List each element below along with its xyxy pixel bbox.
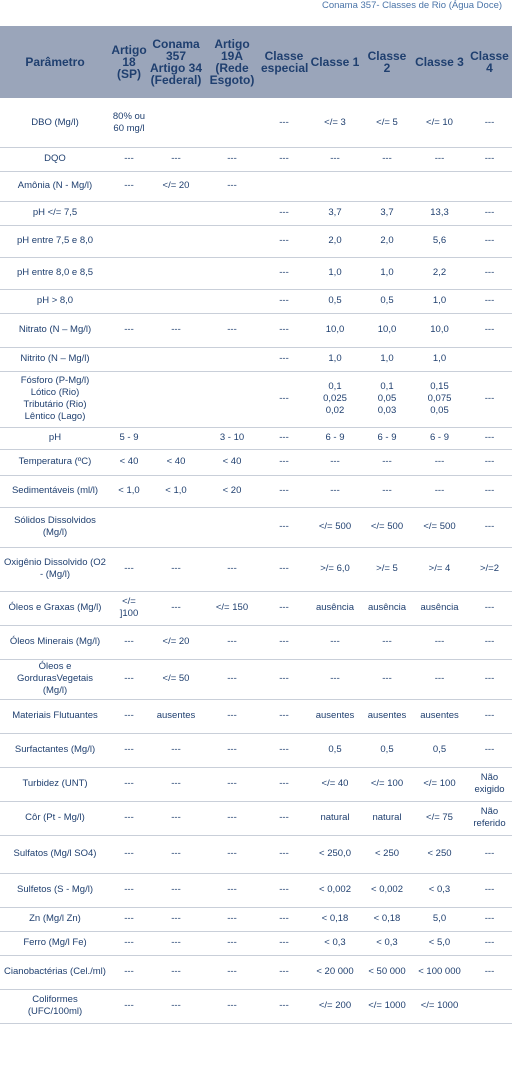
cell-artigo-19a: --- <box>204 699 260 733</box>
table-row <box>0 659 512 699</box>
cell-classe-2: < 0,3 <box>362 931 412 955</box>
cell-classe-3: </= 75 <box>412 801 467 835</box>
cell-classe-3: --- <box>412 147 467 171</box>
cell-artigo-19a: --- <box>204 625 260 659</box>
cell-conama-357 <box>148 201 204 225</box>
cell-parametro: Turbidez (UNT) <box>0 767 110 801</box>
table-row <box>0 733 512 767</box>
cell-classe-1: 0,5 <box>308 733 362 767</box>
table-row <box>0 625 512 659</box>
cell-conama-357: </= 50 <box>148 659 204 699</box>
cell-classe-4: --- <box>467 699 512 733</box>
table-row <box>0 475 512 507</box>
cell-classe-2: 1,0 <box>362 257 412 289</box>
cell-conama-357 <box>148 257 204 289</box>
cell-classe-4: --- <box>467 427 512 449</box>
cell-artigo-19a <box>204 507 260 547</box>
cell-classe-1: natural <box>308 801 362 835</box>
cell-classe-3: < 5,0 <box>412 931 467 955</box>
table-row <box>0 449 512 475</box>
cell-classe-4: --- <box>467 625 512 659</box>
water-quality-table <box>0 26 512 1024</box>
cell-conama-357 <box>148 99 204 147</box>
cell-classe-4: --- <box>467 99 512 147</box>
cell-parametro: pH </= 7,5 <box>0 201 110 225</box>
cell-artigo-19a <box>204 289 260 313</box>
cell-classe-especial: --- <box>260 733 308 767</box>
cell-classe-4: --- <box>467 907 512 931</box>
cell-classe-2: </= 500 <box>362 507 412 547</box>
cell-classe-especial: --- <box>260 347 308 371</box>
cell-classe-3: 1,0 <box>412 289 467 313</box>
table-row <box>0 907 512 931</box>
cell-conama-357: --- <box>148 733 204 767</box>
header-row <box>0 26 512 99</box>
cell-artigo-19a: 3 - 10 <box>204 427 260 449</box>
table-body <box>0 99 512 1023</box>
table-row <box>0 225 512 257</box>
cell-artigo-19a: < 20 <box>204 475 260 507</box>
cell-artigo-18 <box>110 289 148 313</box>
cell-conama-357: --- <box>148 907 204 931</box>
cell-artigo-18: --- <box>110 547 148 591</box>
cell-parametro: Surfactantes (Mg/l) <box>0 733 110 767</box>
cell-classe-1: 2,0 <box>308 225 362 257</box>
cell-classe-especial: --- <box>260 907 308 931</box>
cell-parametro: Sulfatos (Mg/l SO4) <box>0 835 110 873</box>
table-row <box>0 955 512 989</box>
table-row <box>0 171 512 201</box>
caption-text: Conama 357- Classes de Rio (Água Doce) <box>321 0 503 11</box>
cell-artigo-19a <box>204 225 260 257</box>
cell-classe-3: 5,6 <box>412 225 467 257</box>
cell-classe-2: < 0,18 <box>362 907 412 931</box>
cell-artigo-18: --- <box>110 955 148 989</box>
cell-artigo-18: --- <box>110 313 148 347</box>
cell-classe-3: --- <box>412 625 467 659</box>
cell-artigo-19a: --- <box>204 801 260 835</box>
cell-classe-2: 0,5 <box>362 289 412 313</box>
cell-artigo-19a: </= 150 <box>204 591 260 625</box>
cell-artigo-18: --- <box>110 659 148 699</box>
cell-classe-especial: --- <box>260 371 308 427</box>
table-row <box>0 313 512 347</box>
cell-classe-especial: --- <box>260 507 308 547</box>
cell-classe-2: </= 1000 <box>362 989 412 1023</box>
cell-conama-357 <box>148 427 204 449</box>
cell-classe-1: </= 3 <box>308 99 362 147</box>
table-row <box>0 371 512 427</box>
cell-conama-357: --- <box>148 801 204 835</box>
cell-parametro: Temperatura (ºC) <box>0 449 110 475</box>
cell-classe-3: </= 10 <box>412 99 467 147</box>
cell-parametro: pH entre 7,5 e 8,0 <box>0 225 110 257</box>
cell-classe-3: 13,3 <box>412 201 467 225</box>
cell-classe-3: 5,0 <box>412 907 467 931</box>
cell-classe-1: 3,7 <box>308 201 362 225</box>
table-row <box>0 257 512 289</box>
cell-conama-357: < 40 <box>148 449 204 475</box>
cell-conama-357: ausentes <box>148 699 204 733</box>
cell-classe-2: ausentes <box>362 699 412 733</box>
cell-artigo-18: --- <box>110 873 148 907</box>
cell-conama-357: </= 20 <box>148 625 204 659</box>
cell-classe-2: < 0,002 <box>362 873 412 907</box>
cell-classe-especial: --- <box>260 147 308 171</box>
table-caption <box>0 0 512 26</box>
cell-classe-especial: --- <box>260 475 308 507</box>
cell-artigo-18: 5 - 9 <box>110 427 148 449</box>
cell-classe-3: --- <box>412 475 467 507</box>
cell-artigo-18: --- <box>110 931 148 955</box>
cell-classe-4 <box>467 989 512 1023</box>
cell-classe-1: < 0,18 <box>308 907 362 931</box>
cell-artigo-18: </= ]100 <box>110 591 148 625</box>
cell-classe-3: --- <box>412 449 467 475</box>
table-row <box>0 289 512 313</box>
cell-classe-3: 0,15 0,075 0,05 <box>412 371 467 427</box>
cell-conama-357: --- <box>148 591 204 625</box>
cell-classe-especial: --- <box>260 547 308 591</box>
cell-classe-2: </= 5 <box>362 99 412 147</box>
cell-parametro: Côr (Pt - Mg/l) <box>0 801 110 835</box>
table-row <box>0 99 512 147</box>
cell-parametro: Fósforo (P-Mg/l) Lótico (Rio) Tributário (Rio) Lêntico (Lago) <box>0 371 110 427</box>
cell-parametro: pH <box>0 427 110 449</box>
cell-conama-357 <box>148 347 204 371</box>
cell-classe-4: --- <box>467 313 512 347</box>
cell-artigo-19a: < 40 <box>204 449 260 475</box>
table-row <box>0 801 512 835</box>
cell-conama-357 <box>148 507 204 547</box>
cell-classe-2: --- <box>362 475 412 507</box>
cell-artigo-19a <box>204 99 260 147</box>
cell-classe-3: 2,2 <box>412 257 467 289</box>
cell-classe-4: --- <box>467 659 512 699</box>
cell-parametro: Óleos e Graxas (Mg/l) <box>0 591 110 625</box>
cell-artigo-18 <box>110 201 148 225</box>
cell-artigo-19a <box>204 201 260 225</box>
cell-classe-2: < 50 000 <box>362 955 412 989</box>
cell-classe-4: --- <box>467 147 512 171</box>
cell-classe-1: --- <box>308 659 362 699</box>
cell-artigo-19a <box>204 347 260 371</box>
cell-classe-4: --- <box>467 931 512 955</box>
cell-parametro: Nitrato (N – Mg/l) <box>0 313 110 347</box>
cell-classe-4: --- <box>467 873 512 907</box>
cell-classe-1: 0,5 <box>308 289 362 313</box>
table-row <box>0 347 512 371</box>
cell-classe-4: --- <box>467 835 512 873</box>
cell-classe-2: --- <box>362 147 412 171</box>
table-row <box>0 767 512 801</box>
cell-artigo-18: --- <box>110 989 148 1023</box>
header-classe-especial: Classe especial <box>260 26 308 99</box>
cell-classe-4: --- <box>467 257 512 289</box>
cell-classe-2: 0,1 0,05 0,03 <box>362 371 412 427</box>
cell-conama-357: --- <box>148 767 204 801</box>
cell-classe-4: --- <box>467 955 512 989</box>
cell-artigo-18 <box>110 371 148 427</box>
cell-classe-1: --- <box>308 475 362 507</box>
cell-classe-2: 0,5 <box>362 733 412 767</box>
cell-classe-4: --- <box>467 475 512 507</box>
cell-classe-3: 0,5 <box>412 733 467 767</box>
cell-classe-3: < 100 000 <box>412 955 467 989</box>
cell-classe-3: >/= 4 <box>412 547 467 591</box>
cell-classe-3: ausência <box>412 591 467 625</box>
cell-classe-4: --- <box>467 225 512 257</box>
cell-classe-1: </= 200 <box>308 989 362 1023</box>
header-artigo-19a: Artigo 19A (Rede Esgoto) <box>204 26 260 99</box>
cell-classe-1: < 0,002 <box>308 873 362 907</box>
cell-conama-357 <box>148 371 204 427</box>
header-parametro: Parâmetro <box>0 26 110 99</box>
cell-parametro: Sulfetos (S - Mg/l) <box>0 873 110 907</box>
cell-classe-1: </= 40 <box>308 767 362 801</box>
cell-classe-2 <box>362 171 412 201</box>
cell-classe-4: Não exigido <box>467 767 512 801</box>
cell-classe-2: --- <box>362 659 412 699</box>
cell-classe-1: ausência <box>308 591 362 625</box>
table-row <box>0 873 512 907</box>
cell-artigo-18: --- <box>110 835 148 873</box>
cell-artigo-19a <box>204 371 260 427</box>
cell-classe-4: --- <box>467 507 512 547</box>
cell-classe-3: 1,0 <box>412 347 467 371</box>
cell-classe-1: < 0,3 <box>308 931 362 955</box>
cell-parametro: Zn (Mg/l Zn) <box>0 907 110 931</box>
header-classe-1: Classe 1 <box>308 26 362 99</box>
table-row <box>0 147 512 171</box>
cell-classe-3: --- <box>412 659 467 699</box>
cell-artigo-19a: --- <box>204 835 260 873</box>
cell-classe-4: --- <box>467 371 512 427</box>
cell-artigo-19a: --- <box>204 171 260 201</box>
cell-conama-357: </= 20 <box>148 171 204 201</box>
cell-parametro: Oxigênio Dissolvido (O2 - (Mg/l) <box>0 547 110 591</box>
cell-classe-1: 0,1 0,025 0,02 <box>308 371 362 427</box>
cell-classe-especial <box>260 171 308 201</box>
cell-parametro: Ferro (Mg/l Fe) <box>0 931 110 955</box>
cell-classe-2: --- <box>362 625 412 659</box>
table-row <box>0 591 512 625</box>
cell-artigo-19a: --- <box>204 733 260 767</box>
cell-artigo-19a: --- <box>204 313 260 347</box>
cell-classe-4: >/=2 <box>467 547 512 591</box>
cell-classe-1: --- <box>308 449 362 475</box>
table-row <box>0 835 512 873</box>
cell-artigo-19a: --- <box>204 907 260 931</box>
cell-classe-2: 10,0 <box>362 313 412 347</box>
cell-conama-357: --- <box>148 835 204 873</box>
cell-classe-2: natural <box>362 801 412 835</box>
table-row <box>0 989 512 1023</box>
cell-classe-1: 10,0 <box>308 313 362 347</box>
cell-parametro: Nitrito (N – Mg/l) <box>0 347 110 371</box>
cell-parametro: pH > 8,0 <box>0 289 110 313</box>
cell-classe-especial: --- <box>260 313 308 347</box>
cell-classe-2: ausência <box>362 591 412 625</box>
cell-classe-especial: --- <box>260 99 308 147</box>
cell-classe-4 <box>467 347 512 371</box>
cell-artigo-19a: --- <box>204 547 260 591</box>
cell-classe-2: 3,7 <box>362 201 412 225</box>
cell-artigo-19a: --- <box>204 989 260 1023</box>
cell-conama-357: --- <box>148 989 204 1023</box>
cell-parametro: Sólidos Dissolvidos (Mg/l) <box>0 507 110 547</box>
cell-classe-3: ausentes <box>412 699 467 733</box>
cell-classe-especial: --- <box>260 931 308 955</box>
cell-artigo-19a: --- <box>204 931 260 955</box>
cell-classe-especial: --- <box>260 767 308 801</box>
cell-classe-1: --- <box>308 147 362 171</box>
cell-classe-especial: --- <box>260 659 308 699</box>
cell-classe-2: 6 - 9 <box>362 427 412 449</box>
cell-classe-3 <box>412 171 467 201</box>
cell-parametro: Coliformes (UFC/100ml) <box>0 989 110 1023</box>
cell-artigo-18: --- <box>110 699 148 733</box>
cell-conama-357: --- <box>148 313 204 347</box>
table-row <box>0 699 512 733</box>
cell-classe-1: </= 500 <box>308 507 362 547</box>
cell-parametro: DBO (Mg/l) <box>0 99 110 147</box>
cell-classe-1: 6 - 9 <box>308 427 362 449</box>
cell-classe-2: >/= 5 <box>362 547 412 591</box>
cell-artigo-18: --- <box>110 147 148 171</box>
cell-classe-2: 2,0 <box>362 225 412 257</box>
cell-classe-3: </= 100 <box>412 767 467 801</box>
cell-classe-especial: --- <box>260 289 308 313</box>
table-row <box>0 427 512 449</box>
cell-classe-especial: --- <box>260 625 308 659</box>
cell-artigo-19a <box>204 257 260 289</box>
cell-classe-1: --- <box>308 625 362 659</box>
cell-classe-4: --- <box>467 289 512 313</box>
cell-classe-2: < 250 <box>362 835 412 873</box>
cell-classe-4: --- <box>467 201 512 225</box>
cell-classe-2: </= 100 <box>362 767 412 801</box>
cell-classe-4: Não referido <box>467 801 512 835</box>
cell-parametro: DQO <box>0 147 110 171</box>
cell-artigo-19a: --- <box>204 659 260 699</box>
cell-parametro: Materiais Flutuantes <box>0 699 110 733</box>
cell-artigo-18: --- <box>110 767 148 801</box>
cell-parametro: pH entre 8,0 e 8,5 <box>0 257 110 289</box>
header-classe-4: Classe 4 <box>467 26 512 99</box>
header-classe-2: Classe 2 <box>362 26 412 99</box>
cell-classe-especial: --- <box>260 449 308 475</box>
cell-parametro: Amônia (N - Mg/l) <box>0 171 110 201</box>
cell-classe-especial: --- <box>260 591 308 625</box>
cell-conama-357: --- <box>148 147 204 171</box>
cell-artigo-18: < 1,0 <box>110 475 148 507</box>
cell-artigo-18: --- <box>110 733 148 767</box>
cell-artigo-18 <box>110 507 148 547</box>
table-row <box>0 201 512 225</box>
cell-classe-2: 1,0 <box>362 347 412 371</box>
cell-classe-especial: --- <box>260 699 308 733</box>
cell-classe-especial: --- <box>260 801 308 835</box>
cell-classe-1 <box>308 171 362 201</box>
cell-classe-especial: --- <box>260 873 308 907</box>
cell-conama-357: < 1,0 <box>148 475 204 507</box>
cell-classe-2: --- <box>362 449 412 475</box>
cell-conama-357: --- <box>148 547 204 591</box>
cell-classe-3: < 0,3 <box>412 873 467 907</box>
cell-conama-357: --- <box>148 873 204 907</box>
cell-artigo-18 <box>110 225 148 257</box>
cell-parametro: Óleos Minerais (Mg/l) <box>0 625 110 659</box>
cell-artigo-19a: --- <box>204 767 260 801</box>
cell-classe-3: </= 1000 <box>412 989 467 1023</box>
cell-classe-3: </= 500 <box>412 507 467 547</box>
cell-classe-especial: --- <box>260 835 308 873</box>
cell-conama-357 <box>148 225 204 257</box>
cell-classe-especial: --- <box>260 427 308 449</box>
table-row <box>0 547 512 591</box>
cell-artigo-19a: --- <box>204 873 260 907</box>
cell-artigo-18 <box>110 257 148 289</box>
table-row <box>0 507 512 547</box>
cell-classe-1: >/= 6,0 <box>308 547 362 591</box>
cell-artigo-19a: --- <box>204 147 260 171</box>
cell-classe-1: 1,0 <box>308 347 362 371</box>
cell-classe-especial: --- <box>260 955 308 989</box>
cell-parametro: Cianobactérias (Cel./ml) <box>0 955 110 989</box>
cell-classe-especial: --- <box>260 201 308 225</box>
cell-classe-1: < 250,0 <box>308 835 362 873</box>
cell-classe-3: 6 - 9 <box>412 427 467 449</box>
cell-artigo-18 <box>110 347 148 371</box>
table-row <box>0 931 512 955</box>
cell-classe-4: --- <box>467 733 512 767</box>
cell-artigo-18: < 40 <box>110 449 148 475</box>
cell-classe-1: 1,0 <box>308 257 362 289</box>
cell-classe-4: --- <box>467 449 512 475</box>
cell-artigo-18: --- <box>110 171 148 201</box>
cell-conama-357 <box>148 289 204 313</box>
cell-classe-especial: --- <box>260 989 308 1023</box>
table-header <box>0 26 512 99</box>
cell-classe-1: ausentes <box>308 699 362 733</box>
cell-parametro: Óleos e GordurasVegetais (Mg/l) <box>0 659 110 699</box>
cell-classe-3: < 250 <box>412 835 467 873</box>
header-conama-357: Conama 357 Artigo 34 (Federal) <box>148 26 204 99</box>
cell-artigo-18: 80% ou 60 mg/l <box>110 99 148 147</box>
cell-classe-especial: --- <box>260 257 308 289</box>
cell-classe-especial: --- <box>260 225 308 257</box>
cell-artigo-19a: --- <box>204 955 260 989</box>
cell-artigo-18: --- <box>110 625 148 659</box>
cell-artigo-18: --- <box>110 907 148 931</box>
cell-conama-357: --- <box>148 931 204 955</box>
cell-classe-3: 10,0 <box>412 313 467 347</box>
cell-classe-4: --- <box>467 591 512 625</box>
cell-conama-357: --- <box>148 955 204 989</box>
header-classe-3: Classe 3 <box>412 26 467 99</box>
cell-artigo-18: --- <box>110 801 148 835</box>
header-artigo-18: Artigo 18 (SP) <box>110 26 148 99</box>
cell-classe-1: < 20 000 <box>308 955 362 989</box>
cell-parametro: Sedimentáveis (ml/l) <box>0 475 110 507</box>
cell-classe-4 <box>467 171 512 201</box>
